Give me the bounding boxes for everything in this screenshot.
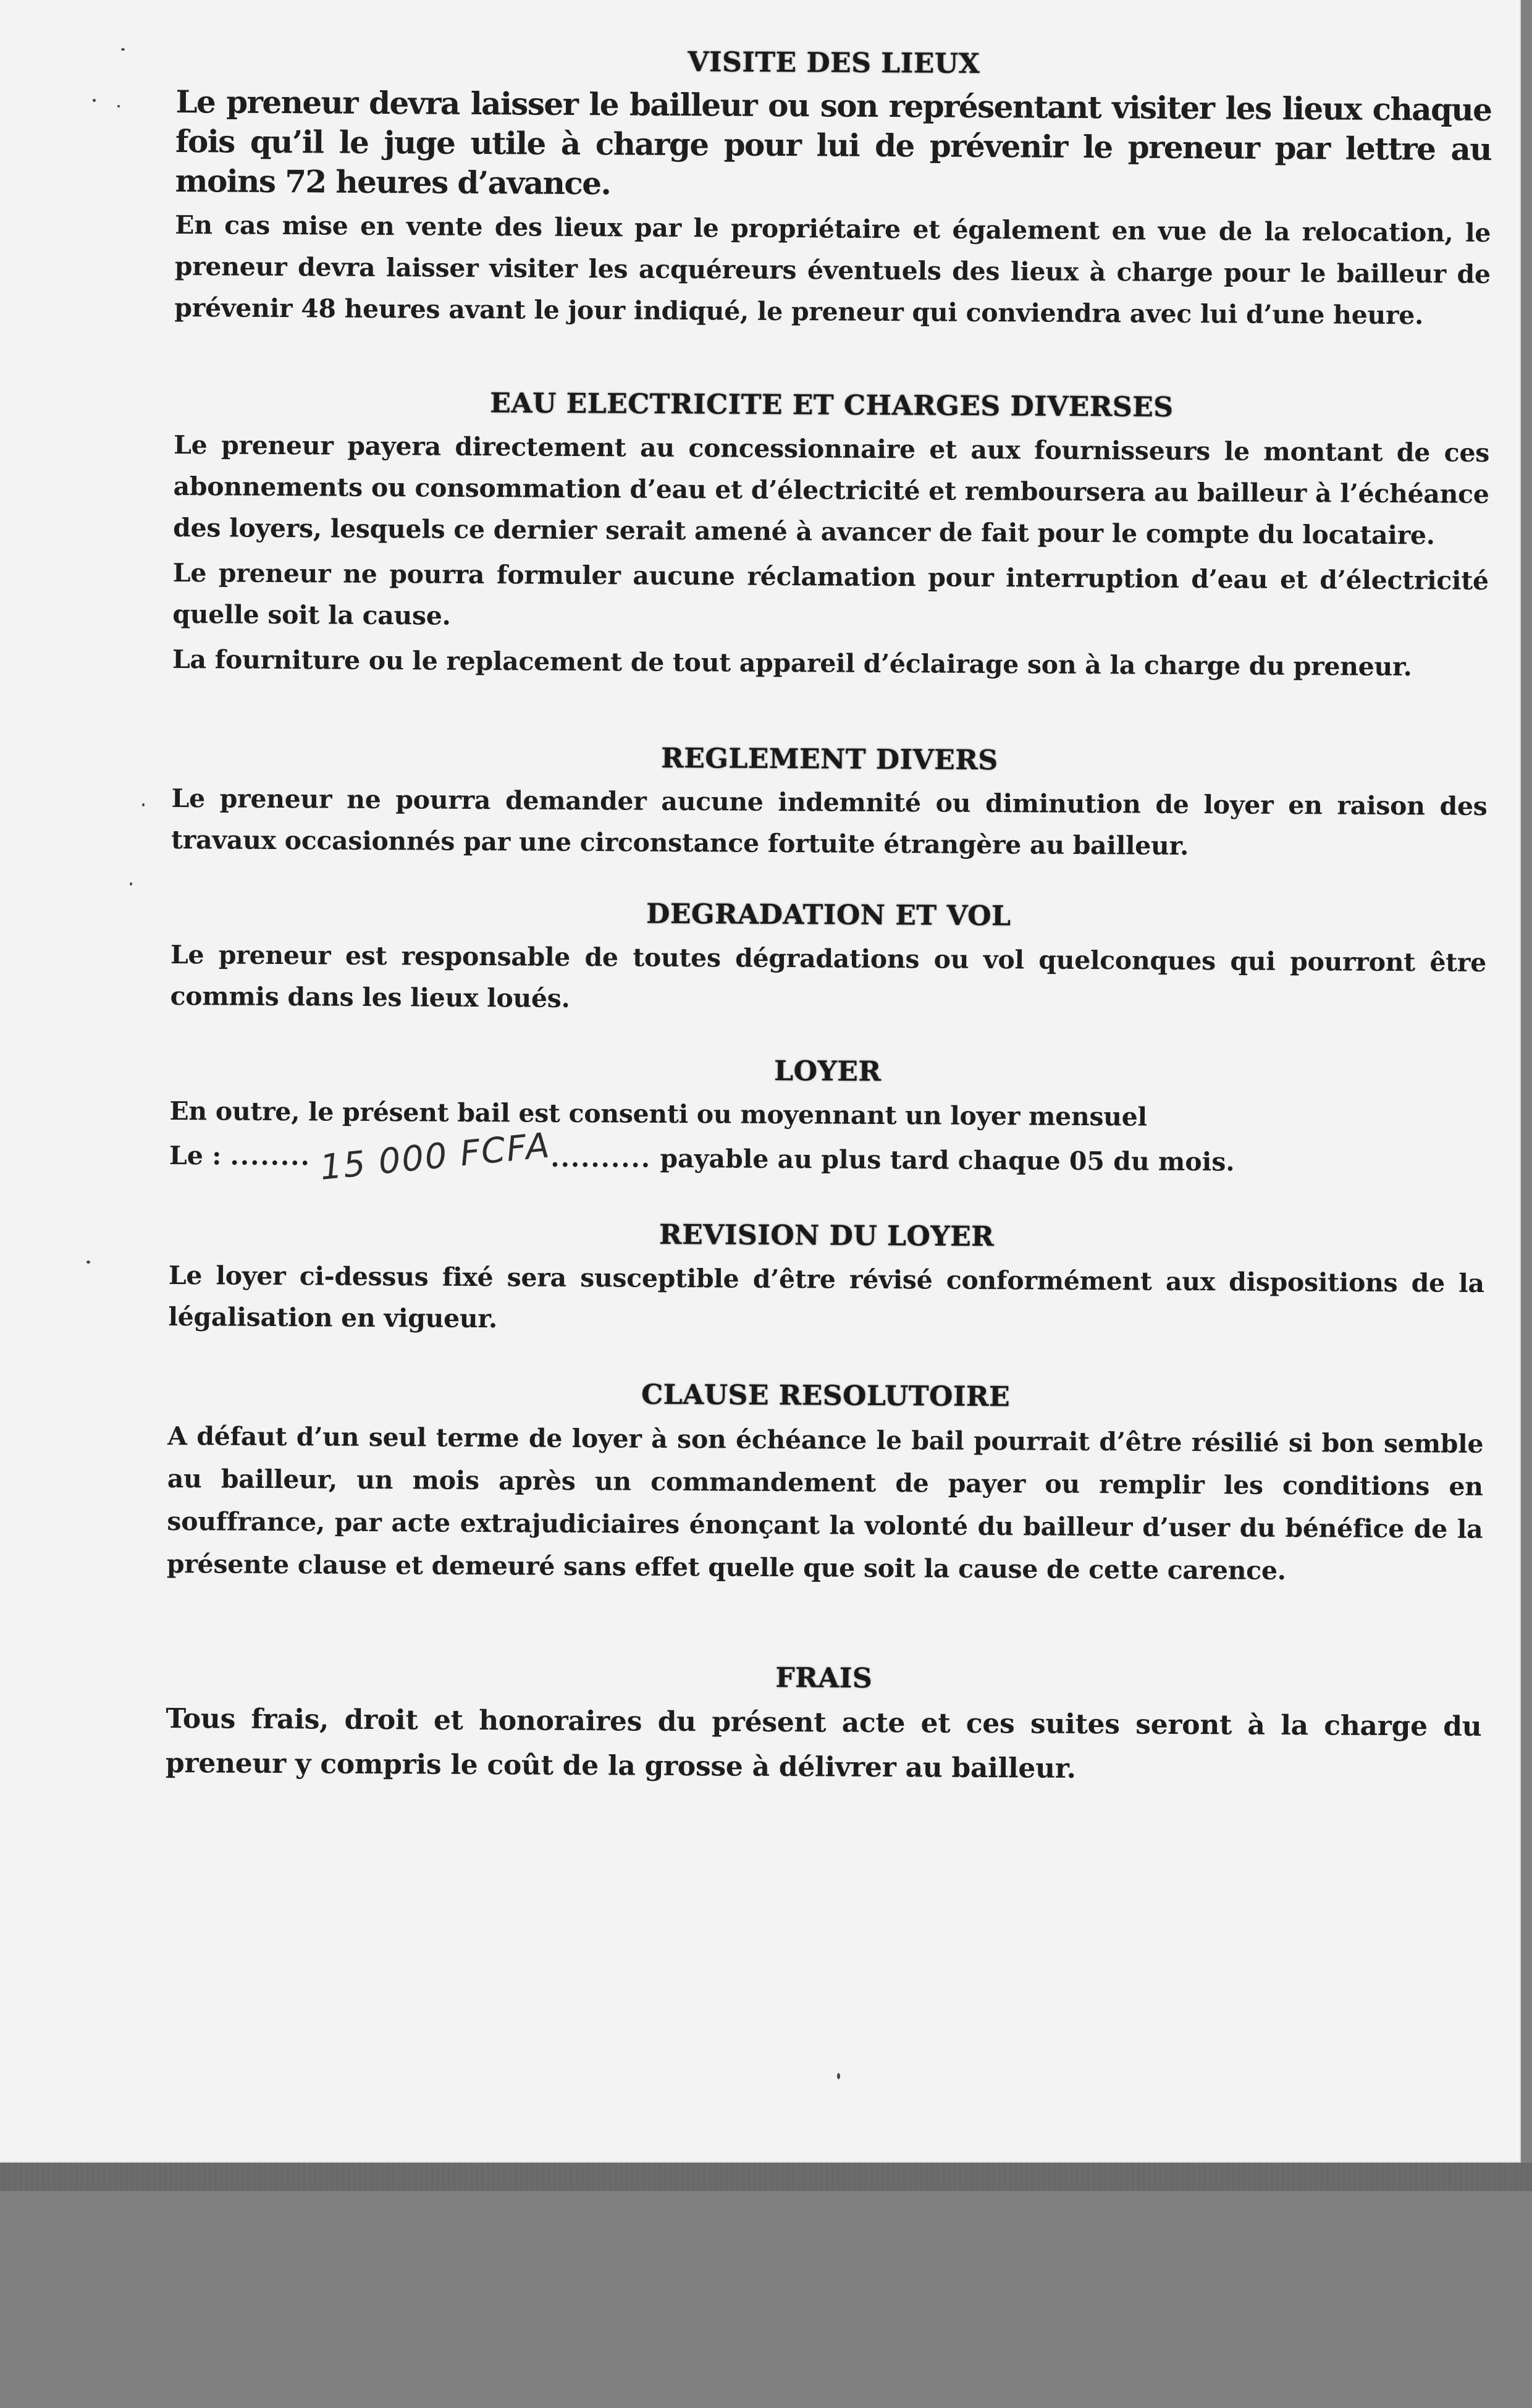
section-paragraph: La fourniture ou le replacement de tout appareil d’éclairage son à la charge du preneur. bbox=[172, 644, 1412, 682]
section-visite-des-lieux bbox=[174, 43, 1492, 337]
rent-amount-handwritten: 15 000 FCFA bbox=[318, 1125, 553, 1188]
section-paragraph: En cas mise en vente des lieux par le propriétaire et également en vue de la relocation, le preneur devra laisser visiter les acquéreurs éventuels des lieux à charge pour le bailleur de prévenir 48 heures avant le jour indiqué, le preneur qui conviendra avec lui d’une heure. bbox=[174, 209, 1491, 331]
section-loyer bbox=[169, 1052, 1486, 1188]
section-paragraph: Le preneur est responsable de toutes dégradations ou vol quelconques qui pourront être commis dans les lieux loués. bbox=[170, 940, 1487, 1014]
section-revision-du-loyer bbox=[168, 1216, 1484, 1346]
section-heading: LOYER bbox=[774, 1055, 882, 1088]
rent-prefix: Le : bbox=[169, 1140, 222, 1171]
rent-amount-line bbox=[169, 1125, 1485, 1188]
section-heading: CLAUSE RESOLUTOIRE bbox=[641, 1379, 1011, 1413]
section-reglement-divers bbox=[171, 740, 1488, 869]
scan-speck bbox=[93, 99, 96, 102]
section-paragraph: Le preneur ne pourra formuler aucune réclamation pour interruption d’eau et d’électricité quelle soit la cause. bbox=[172, 557, 1489, 631]
scan-speck bbox=[121, 48, 125, 51]
section-heading: REVISION DU LOYER bbox=[659, 1219, 995, 1253]
scan-speck bbox=[117, 105, 120, 108]
scan-speck bbox=[837, 2073, 840, 2079]
section-heading: FRAIS bbox=[775, 1662, 873, 1694]
section-heading: DEGRADATION ET VOL bbox=[646, 898, 1011, 932]
scan-speck bbox=[130, 882, 132, 885]
scan-speck bbox=[86, 1261, 90, 1264]
section-frais bbox=[166, 1658, 1482, 1794]
rent-leader-dots: ........ bbox=[230, 1141, 311, 1172]
rent-intro: En outre, le présent bail est consenti ou moyennant un loyer mensuel bbox=[169, 1096, 1147, 1132]
section-paragraph: Le preneur ne pourra demander aucune indemnité ou diminution de loyer en raison des travaux occasionnés par une circonstance fortuite étrangère au bailleur. bbox=[170, 784, 1488, 861]
section-heading: VISITE DES LIEUX bbox=[688, 46, 980, 80]
rent-trailer-dots: .......... bbox=[550, 1143, 652, 1173]
document-body bbox=[166, 43, 1492, 1798]
section-paragraph: Tous frais, droit et honoraires du présent acte et ces suites seront à la charge du preneur y compris le coût de la grosse à délivrer au bailleur. bbox=[165, 1703, 1482, 1785]
section-paragraph: A défaut d’un seul terme de loyer à son échéance le bail pourrait d’être résilié si bon semble au bailleur, un mois après un commandement de payer ou remplir les conditions en souffrance, par acte extrajudiciaires énonçant la volonté du bailleur d’user du bénéfice de la présente clause et demeuré sans effet quelle que soit la cause de cette carence. bbox=[166, 1421, 1484, 1586]
section-heading: EAU ELECTRICITE ET CHARGES DIVERSES bbox=[490, 387, 1174, 423]
section-degradation-et-vol bbox=[170, 895, 1486, 1025]
section-paragraph: Le loyer ci-dessus fixé sera susceptible d’être révisé conformément aux dispositions de la légalisation en vigueur. bbox=[168, 1260, 1484, 1333]
section-clause-resolutoire bbox=[167, 1376, 1484, 1594]
section-paragraph: Le preneur devra laisser le bailleur ou son représentant visiter les lieux chaque fois qu’il le juge utile à charge pour lui de prévenir le preneur par lettre au moins 72 heures d’avance. bbox=[175, 83, 1492, 202]
section-heading: REGLEMENT DIVERS bbox=[661, 742, 998, 776]
rent-suffix: payable au plus tard chaque 05 du mois. bbox=[660, 1143, 1235, 1177]
scan-edge-shadow bbox=[0, 2163, 1532, 2191]
section-eau-electricite-charges bbox=[172, 386, 1490, 688]
section-paragraph: Le preneur payera directement au concessionnaire et aux fournisseurs le montant de ces abonnements ou consommation d’eau et d’électricité et remboursera au bailleur à l’échéance des loyers, lesquels ce dernier serait amené à avancer de fait pour le compte du locataire. bbox=[173, 429, 1490, 551]
scan-speck bbox=[142, 803, 145, 806]
